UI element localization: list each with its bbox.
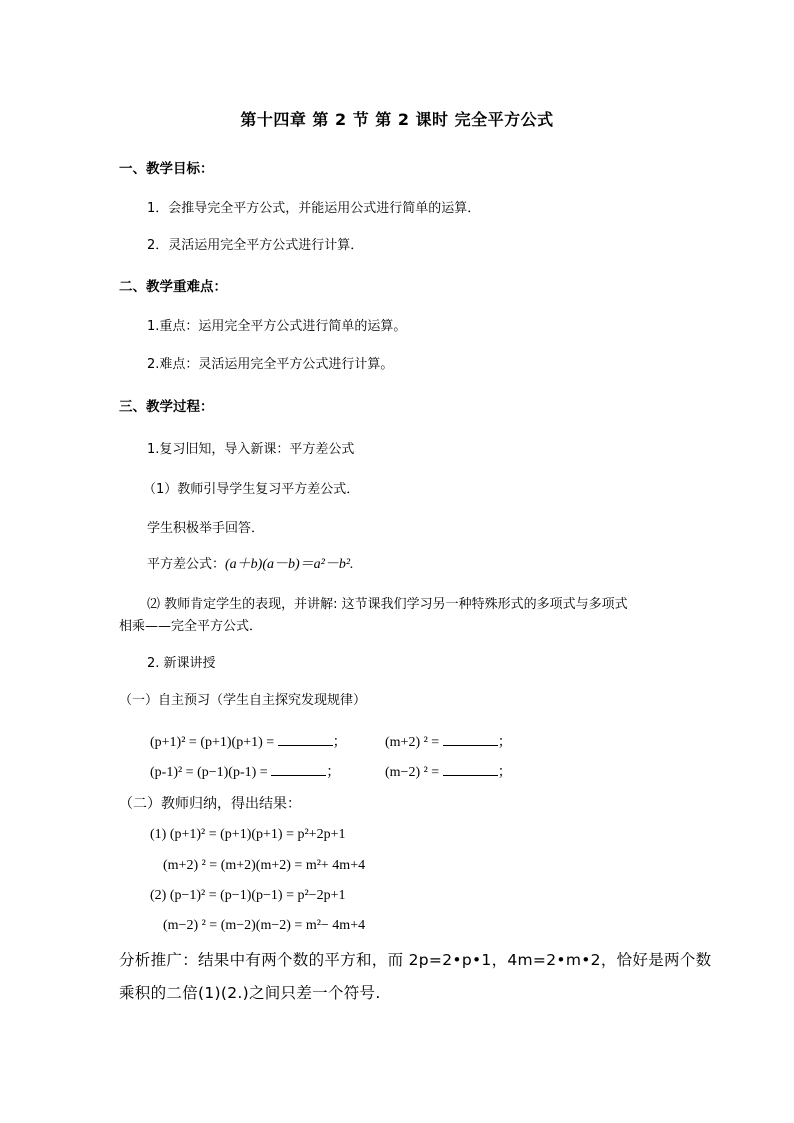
goal-item-2: 2．灵活运用完全平方公式进行计算．: [147, 238, 364, 253]
page-title: 第十四章 第 2 节 第 2 课时 完全平方公式: [240, 110, 554, 129]
separator-1: ；: [332, 735, 347, 750]
goal-item-1: 1．会推导完全平方公式，并能运用公式进行简单的运算．: [147, 201, 481, 216]
result-1: (1) (p+1)² = (p+1)(p+1) = p²+2p+1: [150, 827, 346, 842]
keypoint-item-2: 2.难点：灵活运用完全平方公式进行计算。: [147, 357, 394, 372]
part1-heading: （一）自主预习（学生自主探究发现规律）: [119, 693, 367, 708]
sub2-line-1: ⑵ 教师肯定学生的表现，并讲解: 这节课我们学习另一种特殊形式的多项式与多项式: [147, 597, 628, 612]
exercise-row-2: [150, 763, 340, 782]
keypoints-heading: 二、教学重难点：: [119, 279, 227, 295]
separator-2: ；: [497, 735, 512, 750]
analysis-line-2: 乘积的二倍(1)(2.)之间只差一个符号.: [119, 984, 381, 1002]
step1-text: 1.复习旧知，导入新课：平方差公式: [147, 442, 355, 457]
result-3: (2) (p−1)² = (p−1)(p−1) = p²−2p+1: [150, 888, 346, 903]
part2-heading: （二）教师归纳，得出结果：: [119, 796, 301, 812]
step2-text: 2. 新课讲授: [147, 656, 216, 671]
exercise-2b: (m−2) ² =: [385, 765, 443, 780]
exercise-row-2b: [385, 763, 512, 782]
formula-label: 平方差公式：: [147, 557, 226, 572]
exercise-1a: (p+1)² = (p+1)(p+1) =: [150, 735, 278, 750]
sub1-text: （1）教师引导学生复习平方差公式．: [143, 482, 360, 497]
result-4: (m−2) ² = (m−2)(m−2) = m²− 4m+4: [163, 918, 366, 933]
difference-of-squares-formula: (a＋b)(a－b)＝a²－b².: [225, 557, 354, 572]
answer-blank-3: [271, 763, 326, 776]
analysis-line-1: 分析推广：结果中有两个数的平方和，而 2p=2•p•1，4m=2•m•2，恰好是两个数: [119, 951, 712, 969]
answer-blank-1: [278, 733, 333, 746]
answer-blank-4: [443, 763, 498, 776]
formula-line: [147, 556, 354, 574]
sub2-line-2: 相乘——完全平方公式．: [119, 619, 263, 634]
exercise-1b: (m+2) ² =: [385, 735, 443, 750]
exercise-2a: (p-1)² = (p−1)(p-1) =: [150, 765, 272, 780]
process-heading: 三、教学过程：: [119, 399, 214, 415]
exercise-row-1b: [385, 733, 512, 752]
goals-heading: 一、教学目标：: [119, 161, 214, 177]
result-2: (m+2) ² = (m+2)(m+2) = m²+ 4m+4: [163, 858, 366, 873]
student-text: 学生积极举手回答．: [147, 521, 265, 536]
exercise-row-1: [150, 733, 347, 752]
separator-3: ；: [326, 765, 341, 780]
answer-blank-2: [443, 733, 498, 746]
separator-4: ；: [497, 765, 512, 780]
keypoint-item-1: 1.重点：运用完全平方公式进行简单的运算。: [147, 319, 407, 334]
